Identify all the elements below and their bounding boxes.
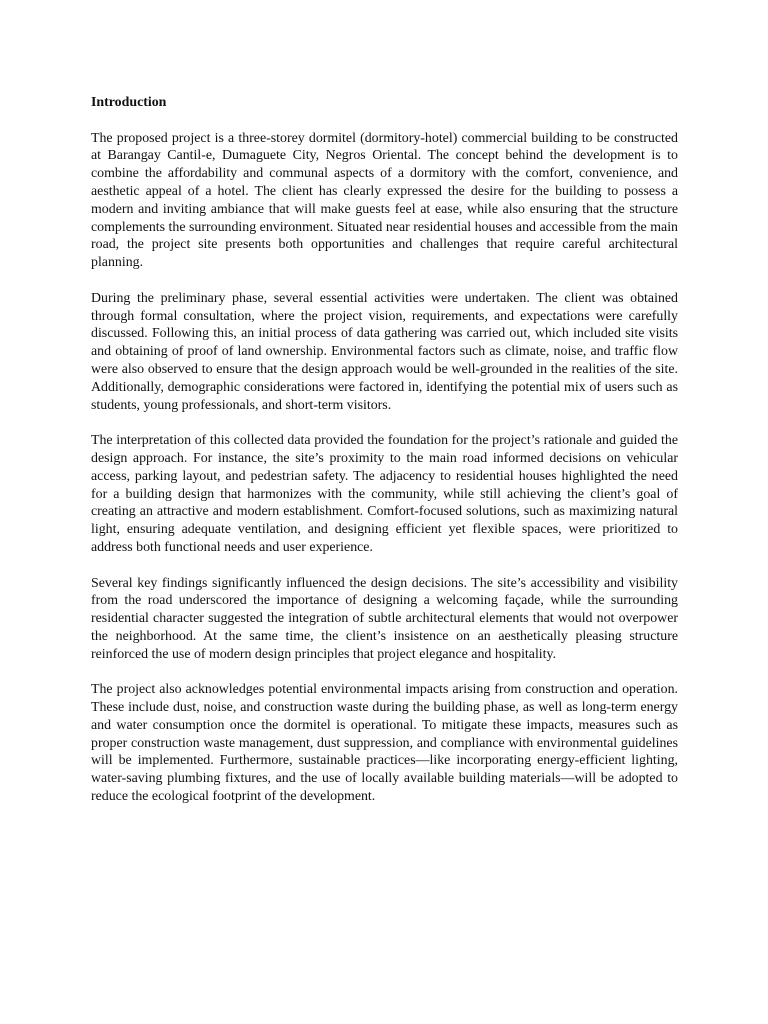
paragraph-environmental-impacts: The project also acknowledges potential environmental impacts arising from construction and operation. These include dust, noise, and construction waste during the building phase, as well as long-term energy and water consumption once the dormitel is operational. To mitigate these impacts, measures such as proper construction waste management, dust suppression, and compliance with environmental guidelines will be implemented. Furthermore, sustainable practices—like incorporating energy-efficient lighting, water-saving plumbing fixtures, and the use of locally available building materials—will be adopted to reduce the ecological footprint of the development. <box>91 682 678 805</box>
paragraph-data-interpretation: The interpretation of this collected data provided the foundation for the project’s rationale and guided the design approach. For instance, the site’s proximity to the main road informed decisions on vehicular access, parking layout, and pedestrian safety. The adjacency to residential houses highlighted the need for a building design that harmonizes with the community, while still achieving the client’s goal of creating an attractive and modern establishment. Comfort-focused solutions, such as maximizing natural light, ensuring adequate ventilation, and designing efficient yet flexible spaces, were prioritized to address both functional needs and user experience. <box>91 433 678 555</box>
paragraph-key-findings: Several key findings significantly influenced the design decisions. The site’s accessibility and visibility from the road underscored the importance of designing a welcoming façade, while the surrounding residential character suggested the integration of subtle architectural elements that would not overpower the neighborhood. At the same time, the client’s insistence on an aesthetically pleasing structure reinforced the use of modern design principles that project elegance and hospitality. <box>91 575 678 662</box>
paragraph-preliminary-phase: During the preliminary phase, several essential activities were undertaken. The client was obtained through formal consultation, where the project vision, requirements, and expectations were carefully discussed. Following this, an initial process of data gathering was carried out, which included site visits and obtaining of proof of land ownership. Environmental factors such as climate, noise, and traffic flow were also observed to ensure that the design approach would be well-grounded in the realities of the site. Additionally, demographic considerations were factored in, identifying the potential mix of users such as students, young professionals, and short-term visitors. <box>91 290 678 413</box>
document-body <box>91 94 678 824</box>
paragraph-project-overview: The proposed project is a three-storey dormitel (dormitory-hotel) commercial building to be constructed at Barangay Cantil-e, Dumaguete City, Negros Oriental. The concept behind the development is to combine the affordability and communal aspects of a dormitory with the comfort, convenience, and aesthetic appeal of a hotel. The client has clearly expressed the desire for the building to possess a modern and inviting ambiance that will make guests feel at ease, while also ensuring that the structure complements the surrounding environment. Situated near residential houses and accessible from the main road, the project site presents both opportunities and challenges that require careful architectural planning. <box>91 130 678 271</box>
section-heading: Introduction <box>91 95 167 110</box>
